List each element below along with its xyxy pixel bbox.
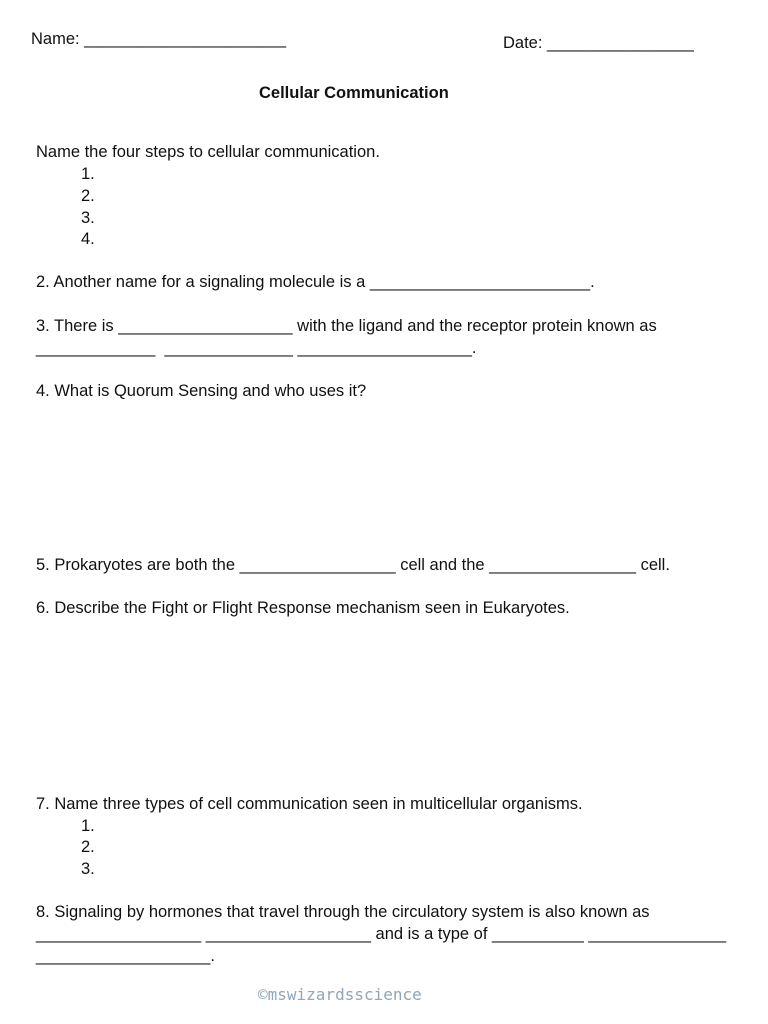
- name-field[interactable]: Name: ______________________: [31, 30, 287, 48]
- question-1-prompt: Name the four steps to cellular communication.: [36, 143, 380, 161]
- question-6: 6. Describe the Fight or Flight Response mechanism seen in Eukaryotes.: [36, 599, 570, 617]
- q7-item-1: 1.: [81, 817, 95, 835]
- q1-item-4: 4.: [81, 230, 95, 248]
- q1-item-1: 1.: [81, 165, 95, 183]
- question-8-line-1: 8. Signaling by hormones that travel through the circulatory system is also known as: [36, 903, 650, 921]
- q1-item-3: 3.: [81, 209, 95, 227]
- question-4: 4. What is Quorum Sensing and who uses it?: [36, 382, 367, 400]
- q1-item-2: 2.: [81, 187, 95, 205]
- question-8-line-2: __________________ __________________ and is a type of __________ _______________: [36, 925, 727, 943]
- page-title: Cellular Communication: [259, 84, 449, 102]
- question-2: 2. Another name for a signaling molecule is a ________________________.: [36, 273, 595, 291]
- question-3-line-1: 3. There is ___________________ with the ligand and the receptor protein known as: [36, 317, 657, 335]
- question-8-line-3: ___________________.: [36, 947, 215, 965]
- date-field[interactable]: Date: ________________: [503, 34, 694, 52]
- watermark: ©mswizardsscience: [258, 985, 422, 1004]
- question-3-line-2: _____________ ______________ ___________________.: [36, 339, 477, 357]
- question-7-prompt: 7. Name three types of cell communication seen in multicellular organisms.: [36, 795, 583, 813]
- question-5: 5. Prokaryotes are both the _________________ cell and the ________________ cell.: [36, 556, 670, 574]
- q7-item-3: 3.: [81, 860, 95, 878]
- q7-item-2: 2.: [81, 838, 95, 856]
